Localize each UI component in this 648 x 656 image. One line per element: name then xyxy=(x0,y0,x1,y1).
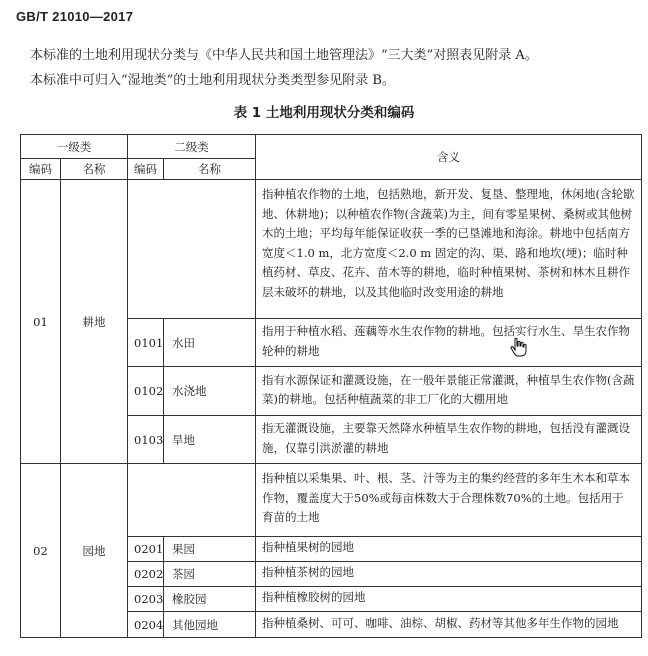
subclass-code: 0103 xyxy=(128,416,164,464)
group-name: 园地 xyxy=(61,464,128,638)
subclass-code: 0202 xyxy=(128,562,164,587)
subclass-name: 水田 xyxy=(164,319,256,367)
header-level2: 二级类 xyxy=(128,135,256,159)
empty-cell xyxy=(128,180,256,319)
land-use-classification-table xyxy=(20,134,642,638)
subclass-definition: 指用于种植水稻、莲藕等水生农作物的耕地。包括实行水生、旱生农作物轮种的耕地 xyxy=(256,319,642,367)
subclass-definition: 指种植橡胶树的园地 xyxy=(256,587,642,612)
subclass-name: 茶园 xyxy=(164,562,256,587)
table-row xyxy=(21,464,642,537)
subclass-definition: 指有水源保证和灌溉设施，在一般年景能正常灌溉，种植旱生农作物(含蔬菜)的耕地。包括种植蔬菜的非工厂化的大棚用地 xyxy=(256,367,642,416)
subclass-code: 0101 xyxy=(128,319,164,367)
group-definition: 指种植以采集果、叶、根、茎、汁等为主的集约经营的多年生木本和草本作物，覆盖度大于50%或每亩株数大于合理株数70%的土地。包括用于育苗的土地 xyxy=(256,464,642,537)
intro-paragraph-1: 本标准的土地利用现状分类与《中华人民共和国土地管理法》“三大类”对照表见附录 A。 xyxy=(30,48,538,63)
subclass-code: 0203 xyxy=(128,587,164,612)
header-row-1 xyxy=(21,135,642,159)
subclass-code: 0102 xyxy=(128,367,164,416)
header-meaning: 含义 xyxy=(256,135,642,180)
subclass-name: 橡胶园 xyxy=(164,587,256,612)
table-row xyxy=(21,180,642,319)
intro-paragraph-2: 本标准中可归入“湿地类”的土地利用现状分类类型参见附录 B。 xyxy=(30,73,395,88)
subclass-name: 旱地 xyxy=(164,416,256,464)
subclass-definition: 指种植桑树、可可、咖啡、油棕、胡椒、药材等其他多年生作物的园地 xyxy=(256,612,642,638)
subclass-definition: 指种植果树的园地 xyxy=(256,537,642,562)
header-level2-code: 编码 xyxy=(128,159,164,180)
subclass-definition: 指种植茶树的园地 xyxy=(256,562,642,587)
empty-cell xyxy=(128,464,256,537)
header-level1-name: 名称 xyxy=(61,159,128,180)
header-level1: 一级类 xyxy=(21,135,128,159)
header-level1-code: 编码 xyxy=(21,159,61,180)
hand-cursor-icon xyxy=(509,337,527,357)
group-code: 01 xyxy=(21,180,61,464)
subclass-name: 果园 xyxy=(164,537,256,562)
group-name: 耕地 xyxy=(61,180,128,464)
standard-code: GB/T 21010—2017 xyxy=(16,9,134,24)
subclass-name: 水浇地 xyxy=(164,367,256,416)
group-code: 02 xyxy=(21,464,61,638)
header-level2-name: 名称 xyxy=(164,159,256,180)
group-definition: 指种植农作物的土地，包括熟地，新开发、复垦、整理地，休闲地(含轮歇地、休耕地)；以种植农作物(含蔬菜)为主，间有零星果树、桑树或其他树木的土地；平均每年能保证收获一季的已垦滩地和海涂。耕地中包括南方宽度＜1.0 m，北方宽度＜2.0 m 固定的沟、渠、路和地坎(埂)；临时种植药材、草皮、花卉、苗木等的耕地，临时种植果树、茶树和林木且耕作层未破坏的耕地，以及其他临时改变用途的耕地 xyxy=(256,180,642,319)
subclass-code: 0201 xyxy=(128,537,164,562)
subclass-definition: 指无灌溉设施，主要靠天然降水种植旱生农作物的耕地，包括没有灌溉设施，仅靠引洪淤灌的耕地 xyxy=(256,416,642,464)
subclass-code: 0204 xyxy=(128,612,164,638)
subclass-name: 其他园地 xyxy=(164,612,256,638)
table-title: 表 1 土地利用现状分类和编码 xyxy=(233,105,415,121)
